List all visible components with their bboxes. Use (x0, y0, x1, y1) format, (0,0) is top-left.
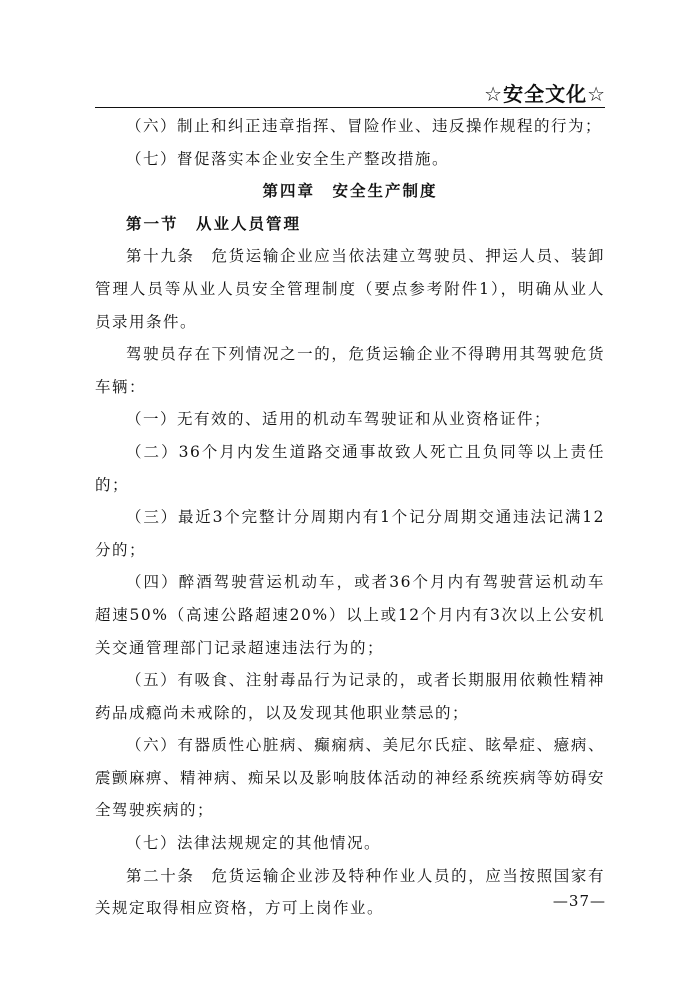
list-item: （一）无有效的、适用的机动车驾驶证和从业资格证件； (126, 410, 552, 429)
article-paragraph: 第十九条 危货运输企业应当依法建立驾驶员、押运人员、装卸管理人员等从业人员安全管理制度（要点参考附件1），明确从业人员录用条件。 (95, 247, 605, 331)
page-header-title: ☆安全文化☆ (484, 82, 606, 106)
body-paragraph: 驾驶员存在下列情况之一的，危货运输企业不得聘用其驾驶危货车辆： (95, 345, 605, 396)
list-item: （二）36个月内发生道路交通事故致人死亡且负同等以上责任的； (95, 442, 605, 494)
list-item: （七）督促落实本企业安全生产整改措施。 (126, 149, 450, 168)
page-number: —37— (552, 892, 606, 910)
list-item: （六）制止和纠正违章指挥、冒险作业、违反操作规程的行为； (126, 117, 603, 135)
header-divider (95, 107, 605, 108)
list-item: （七）法律法规规定的其他情况。 (126, 834, 382, 853)
list-item: （六）有器质性心脏病、癫痫病、美尼尔氏症、眩晕症、癔病、震颤麻痹、精神病、痴呆以及影响肢体活动的神经系统疾病等妨碍安全驾驶疾病的； (95, 736, 606, 820)
list-item: （三）最近3个完整计分周期内有1个记分周期交通违法记满12分的； (95, 508, 605, 559)
document-body (95, 110, 605, 925)
section-title: 第一节 从业人员管理 (126, 214, 302, 233)
article-paragraph: 第二十条 危货运输企业涉及特种作业人员的，应当按照国家有关规定取得相应资格，方可上岗作业。 (95, 866, 605, 918)
chapter-title: 第四章 安全生产制度 (262, 182, 438, 201)
list-item: （五）有吸食、注射毒品行为记录的，或者长期服用依赖性精神药品成瘾尚未戒除的，以及发现其他职业禁忌的； (95, 671, 605, 722)
list-item: （四）醉酒驾驶营运机动车，或者36个月内有驾驶营运机动车超速50%（高速公路超速20%）以上或12个月内有3次以上公安机关交通管理部门记录超速违法行为的； (95, 573, 605, 657)
